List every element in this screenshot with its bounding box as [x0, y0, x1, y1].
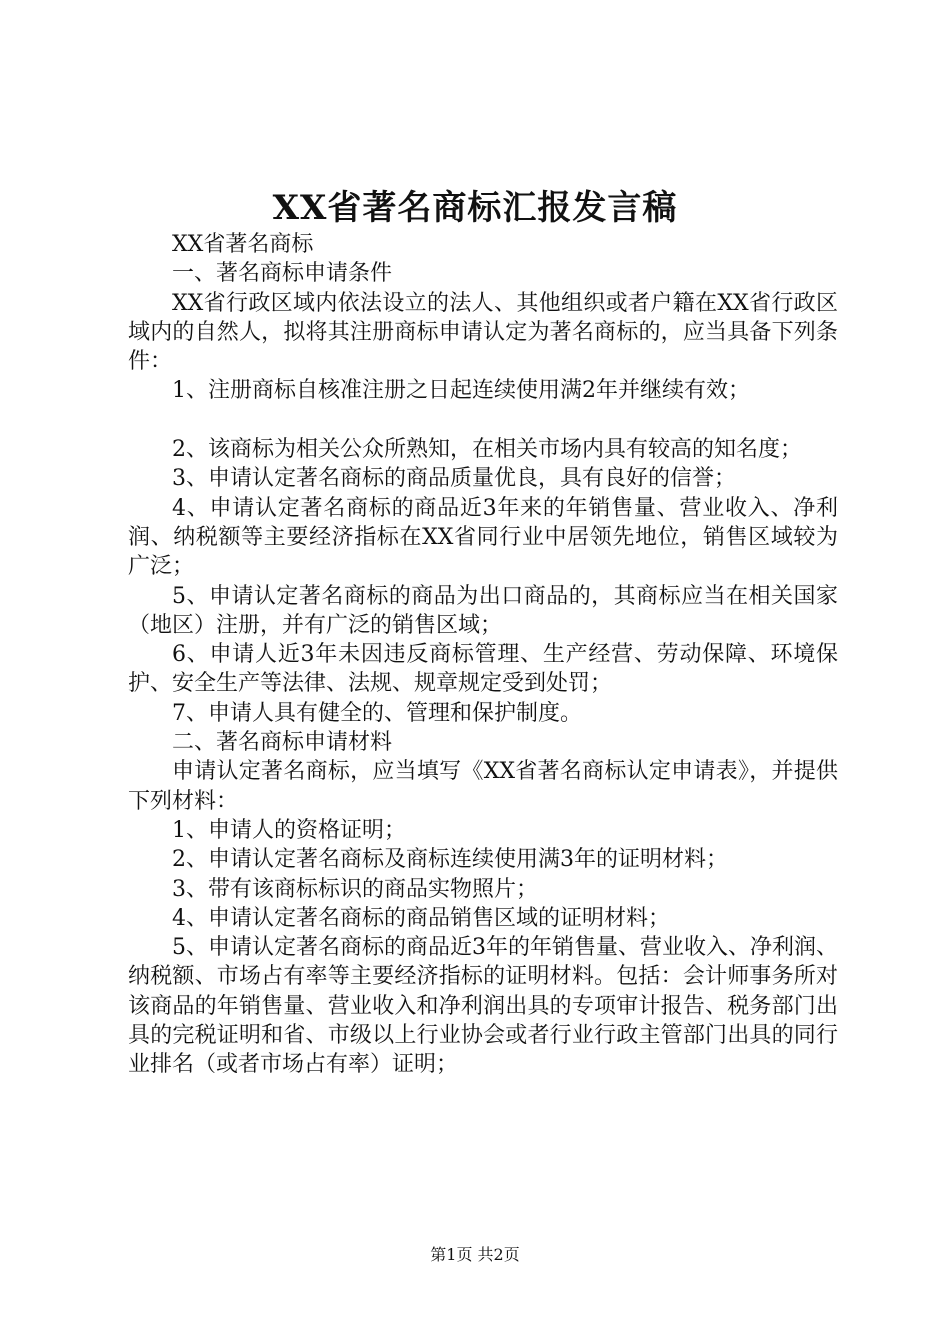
blank-line [128, 406, 838, 435]
condition-item-1: 1、注册商标自核准注册之日起连续使用满2年并继续有效； [172, 378, 750, 404]
condition-item-5: 5、申请认定著名商标的商品为出口商品的，其商标应当在相关国家（地区）注册，并有广泛的销售区域； [128, 583, 838, 638]
condition-item-4: 4、申请认定著名商标的商品近3年来的年销售量、营业收入、净利润、纳税额等主要经济指标在XX省同行业中居领先地位，销售区域较为广泛； [128, 495, 838, 580]
document-title: XX省著名商标汇报发言稿 [272, 188, 678, 228]
page-footer: 第1页 共2页 [430, 1245, 520, 1264]
paragraph-heading-brand: XX省著名商标 [172, 232, 314, 257]
material-item-5: 5、申请认定著名商标的商品近3年的年销售量、营业收入、净利润、纳税额、市场占有率等主要经济指标的证明材料。包括：会计师事务所对该商品的年销售量、营业收入和净利润出具的专项审计报告、税务部门出具的完税证明和省、市级以上行业协会或者行业行政主管部门出具的同行业排名（或者市场占有率）证明； [128, 935, 838, 1078]
paragraph-application-form: 申请认定著名商标，应当填写《XX省著名商标认定申请表》，并提供下列材料： [128, 759, 838, 814]
material-item-2: 2、申请认定著名商标及商标连续使用满3年的证明材料； [172, 847, 728, 873]
section-heading-conditions: 一、著名商标申请条件 [172, 261, 393, 287]
material-item-1: 1、申请人的资格证明； [172, 817, 406, 843]
paragraph-eligibility: XX省行政区域内依法设立的法人、其他组织或者户籍在XX省行政区域内的自然人，拟将其注册商标申请认定为著名商标的，应当具备下列条件： [128, 290, 838, 375]
condition-item-6: 6、申请人近3年未因违反商标管理、生产经营、劳动保障、环境保护、安全生产等法律、法规、规章规定受到处罚； [128, 642, 838, 697]
condition-item-3: 3、申请认定著名商标的商品质量优良，具有良好的信誉； [172, 466, 736, 492]
material-item-4: 4、申请认定著名商标的商品销售区域的证明材料； [172, 905, 670, 931]
condition-item-7: 7、申请人具有健全的、管理和保护制度。 [172, 700, 582, 726]
condition-item-2: 2、该商标为相关公众所熟知，在相关市场内具有较高的知名度； [172, 437, 802, 463]
section-heading-materials: 二、著名商标申请材料 [172, 730, 393, 756]
material-item-3: 3、带有该商标标识的商品实物照片； [172, 876, 538, 902]
document-body [128, 230, 838, 1080]
